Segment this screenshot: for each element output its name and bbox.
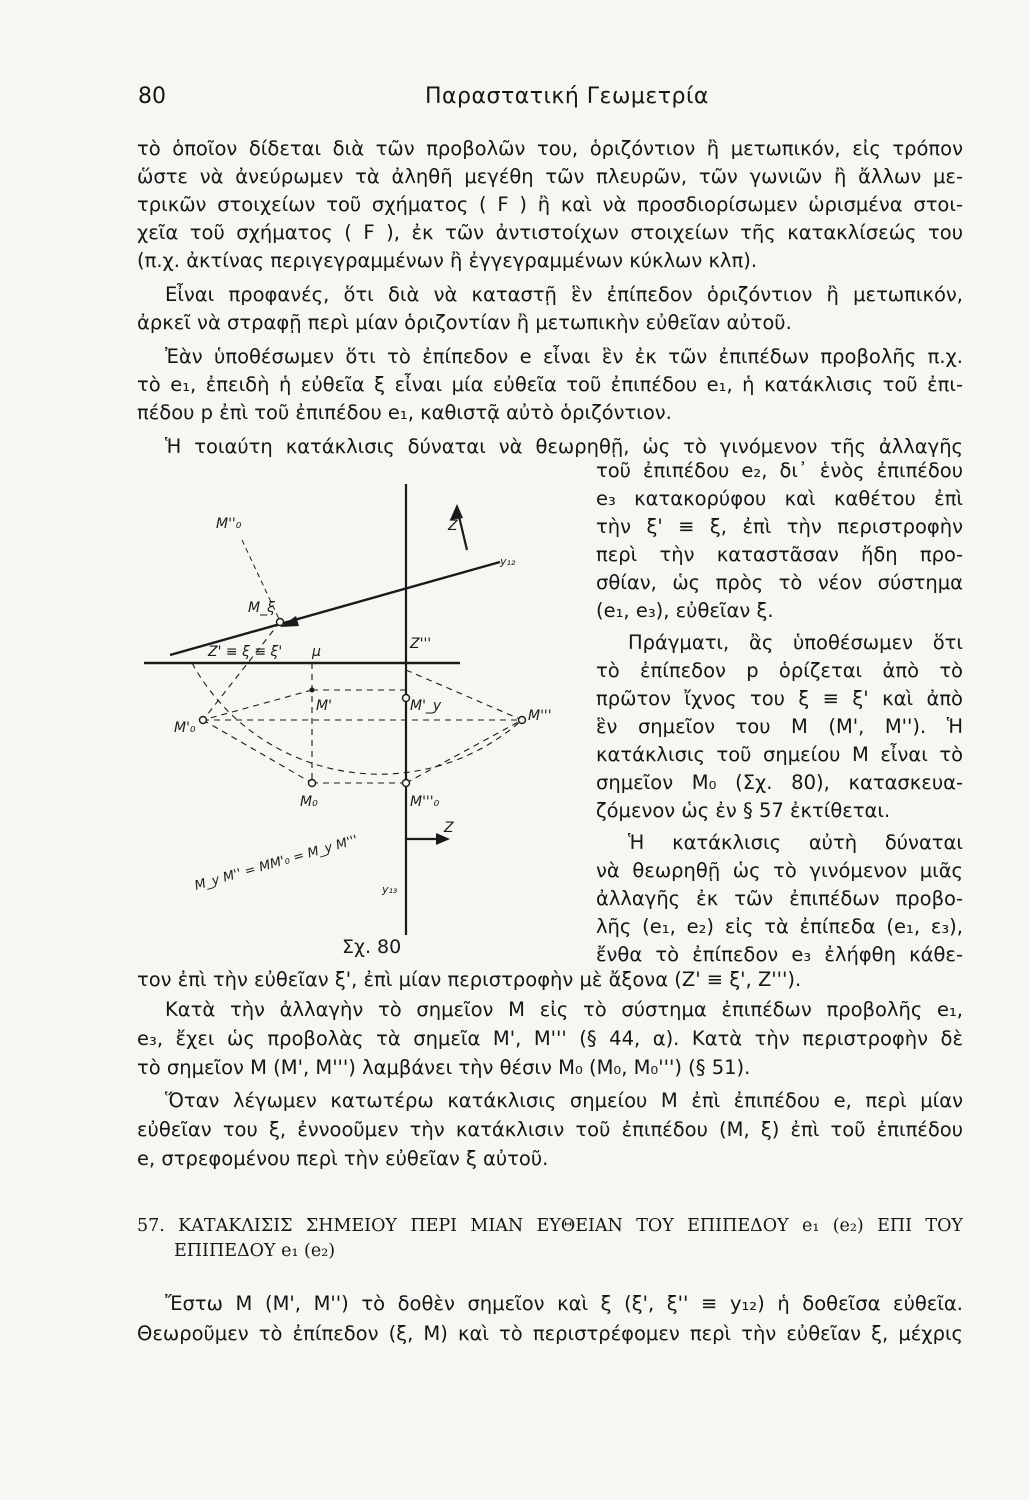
text-line: σθίαν, ὡς πρὸς τὸ νέον σύστημα [596,571,963,594]
label-Zppp: Z''' [410,636,432,652]
text-line: Ἐὰν ὑποθέσωμεν ὅτι τὸ ἐπίπεδον e εἶναι ἓν ἐκ τῶν ἐπιπέδων προβολῆς π.χ. [165,345,963,368]
label-Myp: M'_y [410,698,442,714]
label-equation: M_y M'' = MM'₀ = M_y M''' [192,832,360,894]
point-M-triple-prime [519,717,526,724]
label-y13: y₁₃ [382,883,398,896]
section-heading: 57. ΚΑΤΑΚΛΙΣΙΣ ΣΗΜΕΙΟΥ ΠΕΡΙ ΜΙΑΝ ΕΥΘΕΙΑΝ ΤΟΥ ΕΠΙΠΕΔΟΥ e₁ (e₂) ΕΠΙ ΤΟΥ [137,1216,963,1236]
label-M0ppp: M'''₀ [410,794,440,810]
text-line: e₃, ἔχει ὡς προβολὰς τὰ σημεῖα M', M''' (§ 44, α). Κατὰ τὴν περιστροφὴν δὲ [137,1027,963,1050]
text-line: ἓν σημεῖον του M (M', M''). Ἡ [596,715,963,738]
point-My-prime [403,695,410,702]
label-Mp: M' [316,698,332,714]
text-line: e, στρεφομένου περὶ τὴν εὐθεῖαν ξ αὐτοῦ. [137,1147,549,1170]
text-line: εὐθεῖαν του ξ, ἐννοοῦμεν τὴν κατάκλισιν τοῦ ἐπιπέδου (M, ξ) ἐπὶ τοῦ ἐπιπέδου [137,1118,963,1141]
text-line: χεῖα τοῦ σχήματος ( F ), ἐκ τῶν ἀντιστοίχων στοιχείων τῆς κατακλίσεώς του [137,221,963,244]
point-M-xi [277,619,284,626]
label-M0pp: M''₀ [216,516,242,532]
text-line: Πράγματι, ἂς ὑποθέσωμεν ὅτι [628,631,963,654]
text-line: ζόμενον ὡς ἐν § 57 ἐκτίθεται. [596,799,891,822]
page-header [0,84,1029,120]
text-line: κατάκλισις τοῦ σημείου M εἶναι τὸ [596,743,963,766]
text-line: περὶ τὴν καταστᾶσαν ἤδη προ- [596,543,963,566]
point-M-prime [310,688,315,693]
text-line: Εἶναι προφανές, ὅτι διὰ νὰ καταστῇ ἓν ἐπίπεδον ὁριζόντιον ἢ μετωπικόν, [165,283,963,306]
point-M0-triple-prime [403,780,410,787]
label-Mxi: M_ξ [248,600,275,616]
text-line: Ἡ τοιαύτη κατάκλισις δύναται νὰ θεωρηθῇ, ὡς τὸ γινόμενον τῆς ἀλλαγῆς [165,435,963,458]
inclined-line [170,562,500,655]
text-line: ἀρκεῖ νὰ στραφῇ περὶ μίαν ὁριζοντίαν ἢ μετωπικὴν εὐθεῖαν αὐτοῦ. [137,311,792,334]
label-Z-lower: Z [444,820,454,836]
label-M0p: M'₀ [174,720,196,736]
text-line: τὸ e₁, ἐπειδὴ ἡ εὐθεῖα ξ εἶναι μία εὐθεῖα τοῦ ἐπιπέδου e₁, ἡ κατάκλισις τοῦ ἐπι- [137,373,963,396]
text-line: πέδου p ἐπὶ τοῦ ἐπιπέδου e₁, καθιστᾷ αὐτὸ ὁριζόντιον. [137,401,672,424]
point-M0 [309,780,316,787]
text-line: πρῶτον ἴχνος του ξ ≡ ξ' καὶ ἀπὸ [596,687,963,710]
text-line: τρικῶν στοιχείων τοῦ σχήματος ( F ) ἢ καὶ νὰ προσδιορίσωμεν ὡρισμένα στοι- [137,193,963,216]
text-line: (e₁, e₃), εὐθεῖαν ξ. [596,599,774,622]
section-heading-continued: ΕΠΙΠΕΔΟΥ e₁ (e₂) [174,1241,336,1261]
running-title: Παραστατική Γεωμετρία [425,84,709,109]
label-M0: M₀ [300,794,318,810]
label-Mppp: M''' [528,708,552,724]
text-line: τὴν ξ' ≡ ξ, ἐπὶ τὴν περιστροφὴν [596,515,963,538]
text-line: ἔνθα τὸ ἐπίπεδον e₃ ἐλήφθη κάθε- [596,943,963,966]
label-Zp: Z' ≡ ξ ≡ ξ' [208,644,283,660]
figure-caption: Σχ. 80 [342,936,402,958]
text-line: ὥστε νὰ ἀνεύρωμεν τὰ ἀληθῆ μεγέθη τῶν πλευρῶν, τῶν γωνιῶν ἢ ἄλλων με- [137,165,963,188]
text-line: τον ἐπὶ τὴν εὐθεῖαν ξ', ἐπὶ μίαν περιστροφὴν μὲ ἄξονα (Z' ≡ ξ', Z'''). [137,968,802,991]
text-line: e₃ κατακορύφου καὶ καθέτου ἐπὶ [596,487,963,510]
text-line: Θεωροῦμεν τὸ ἐπίπεδον (ξ, M) καὶ τὸ περιστρέφομεν περὶ τὴν εὐθεῖαν ξ, μέχρις [137,1322,963,1345]
text-line: (π.χ. ἀκτίνας περιγεγραμμένων ἢ ἐγγεγραμμένων κύκλων κλπ). [137,249,758,272]
text-line: τοῦ ἐπιπέδου e₂, δι᾽ ἑνὸς ἐπιπέδου [596,459,963,482]
text-line: Ἡ κατάκλισις αὐτὴ δύναται [628,831,963,854]
text-line: νὰ θεωρηθῇ ὡς τὸ γινόμενον μιᾶς [596,859,963,882]
text-line: τὸ ἐπίπεδον p ὁρίζεται ἀπὸ τὸ [596,659,963,682]
text-line: τὸ σημεῖον M (M', M''') λαμβάνει τὴν θέσιν M₀ (M₀, M₀''') (§ 51). [137,1056,751,1079]
text-line: Ὅταν λέγωμεν κατωτέρω κατάκλισις σημείου M ἐπὶ ἐπιπέδου e, περὶ μίαν [165,1089,963,1112]
semicircle-arc [192,663,522,774]
label-Z-top: Z [448,518,458,534]
text-line: Κατὰ τὴν ἀλλαγὴν τὸ σημεῖον M εἰς τὸ σύστημα ἐπιπέδων προβολῆς e₁, [165,998,963,1021]
label-mu: μ [312,644,321,660]
text-line: ἀλλαγῆς ἐκ τῶν ἐπιπέδων προβο- [596,887,963,910]
point-M0-prime [200,717,207,724]
label-y12: y₁₂ [500,555,516,568]
text-line: Ἔστω M (M', M'') τὸ δοθὲν σημεῖον καὶ ξ (ξ', ξ'' ≡ y₁₂) ἡ δοθεῖσα εὐθεῖα. [165,1292,963,1315]
text-line: τὸ ὁποῖον δίδεται διὰ τῶν προβολῶν του, ὁριζόντιον ἢ μετωπικόν, εἰς τρόπον [137,137,963,160]
text-line: λῆς (e₁, e₂) εἰς τὰ ἐπίπεδα (e₁, ε₃), [596,915,963,938]
figure-80 [130,470,585,970]
page-number: 80 [138,84,166,109]
text-line: σημεῖον M₀ (Σχ. 80), κατασκευα- [596,771,963,794]
